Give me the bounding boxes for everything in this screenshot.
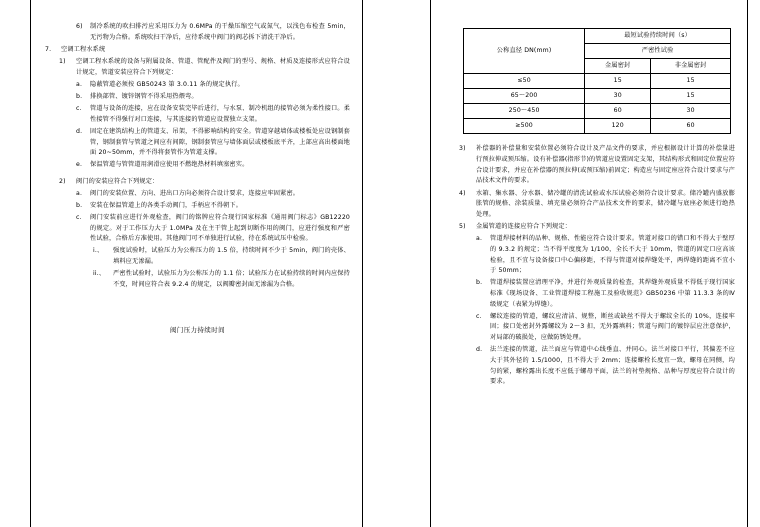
list-text: 保温管道与管管道用润滑应使用不燃绝热材料填塞密实。 [90,161,249,169]
list-item [476,234,735,277]
list-marker: 3) [459,145,466,153]
list-text: 阀门安装前应进行外观检查，阀门的铭牌应符合现行国家标准《通用阀门标志》GB12220 的规定。对于工作压力大于 1.0MPa 及在主干管上起到切断作用的阀门，应进行强度和严密性试验，合格后方准使用。其他阀门可不单独进行试验，待在系统试压中检验。 [90,214,350,243]
list-text: 管道焊接材料的品种、规格、性能应符合设计要求。管道对接口的错口和不得大于壁厚的 9.3.2 的规定；当不得平度度为 1/100，全长不大于 10mm，管道的固定口应高该检验，且不宜与设备接口中心偏移距，不得与管道对接焊缝处平，两焊缝的距离不宜小于 50mm； [490,235,735,275]
table-cell-dn: ≤50 [464,74,585,89]
list-item [59,57,350,78]
list-item [476,312,735,344]
list-text: 空调工程水系统 [61,45,106,53]
list-item [476,278,735,310]
list-text: 管道焊接装置应清理平净，并进行外观质量的检查，其焊缝外观质量不得低于现行国家标准《现场设备、工业管道焊接工程施工及验收规范》GB50236 中第 11.3.3 条的Ⅳ级规定（表紧为焊缝）。 [490,279,735,308]
table-row [464,119,731,134]
list-text: 制冷系统的吹扫排污应采用压力为 0.6MPa 的干燥压缩空气或氮气，以浅色布检查 5min，无污物为合格。系统吹扫干净后，应待系统中阀门的阀芯拆下清洗干净后。 [90,23,350,41]
list-marker: 2) [59,177,66,185]
list-text: 固定在建筑结构上的管道支、吊架，不得影响结构的安全。管道穿越墙体或楼板处应设钢制套管，钢制套管与管道之间应有间隙，钢制套管应与墙体面层或楼板底平齐，上部应高出楼面地面 20~50mm，并不得将套管作为管道支撑。 [90,127,350,157]
list-text: 隐蔽管道必须按 GB50243 第 3.0.11 条的规定执行。 [90,80,244,88]
list-marker: 7. [45,45,52,53]
list-marker: a. [76,189,83,197]
list-marker: 5) [459,223,466,231]
table-row [464,104,731,119]
right-column-content [445,28,735,388]
list-item [93,269,350,290]
left-column-content [45,22,350,336]
list-item [76,127,350,159]
table-cell-metal: 60 [585,104,651,119]
list-item [45,45,350,56]
table-cell-dn: 65～200 [464,89,585,104]
list-text: 阀门的安装位置、方向、进出口方向必须符合设计要求，连接应牢固紧密。 [90,189,300,197]
list-text: 螺纹连接的管道，螺纹应清洁、规整，断丝或缺丝不得大于螺纹全长的 10%，连接牢固；接口处密封外露螺纹为 2～3 扣，无外露填料；管道与阀门的镀锌层应注意保护，对局部的破损处，应做防锈处理。 [490,312,735,342]
valve-pressure-table [463,28,731,134]
right-column [430,0,748,527]
table-header-cell-tightness: 严密性试验 [585,44,731,59]
list-text: 补偿器的补偿量和安装位置必须符合设计及产品文件的要求，并应根据设计计算的补偿量进行预拉伸或预压缩。设有补偿器(指形节)的管道应设置固定支架，其结构形式和固定位置应符合设计要求，并应在补偿器的预拉伸(或预压缩)前固定；构造应与固定座应符合设计要求与产品技术文件的要求。 [476,145,735,185]
list-text: 金属管道的连接应符合下列规定： [476,223,572,231]
list-text: 水箱、集水器、分水器、储冷罐的清洗试验或水压试验必须符合设计要求。储冷罐内盛放膨胀管的规格、涂装质量、填充量必须符合产品技术文件的要求，储冷罐与底座必须进行绝热处理。 [476,189,735,218]
list-item [59,177,350,188]
list-marker: d. [76,127,83,135]
table-header-cell-nonmetal-seal: 非金属密封 [651,59,731,74]
list-text: 空调工程水系统的设备与附属设备、管道、管配件及阀门的型号、规格、材质及连接形式应符合设计规定，管道安装应符合下列规定： [76,57,350,76]
list-item [76,92,350,103]
list-marker: 1) [59,57,66,65]
list-marker: c. [76,214,82,221]
list-text: 管道与设备的连接，应在设备安装完毕后进行，与水泵、制冷机组的接管必须为柔性接口。柔性接管不得强行对口连接，与其连接的管道应设置独立支架。 [90,105,350,123]
list-item [76,104,350,125]
table-cell-dn: 250～450 [464,104,585,119]
table-row [464,74,731,89]
table-header-cell-metal-seal: 金属密封 [585,59,651,74]
table-cell-dn: ≥500 [464,119,585,134]
list-marker: c. [76,105,82,113]
list-marker: a. [476,235,483,243]
list-marker: 6) [76,23,83,30]
list-item [93,246,350,267]
list-text: 严密性试验时，试验压力为公称压力的 1.1 倍；试验压力在试验持续的时间内应保持不变，时间应符合表 9.2.4 的规定，以阀瓣密封面无渗漏为合格。 [113,270,350,288]
list-marker: c. [476,312,482,320]
table-row [464,29,731,44]
list-item [459,222,735,233]
list-item [76,160,350,171]
list-item [76,201,350,212]
table-cell-metal: 120 [585,119,651,134]
list-marker: a. [76,80,83,88]
list-marker: d. [476,346,483,354]
table-row [464,89,731,104]
left-column [30,0,363,527]
list-text: 强度试验时，试验压力为公称压力的 1.5 倍，持续时间不少于 5min，阀门的壳体、填料应无渗漏。 [113,247,350,266]
table-cell-nonmetal: 60 [651,119,731,134]
table-cell-metal: 30 [585,89,651,104]
list-marker: b. [476,279,483,287]
table-cell-metal: 15 [585,74,651,89]
list-text: 阀门的安装应符合下列规定： [76,177,159,185]
list-item [459,189,735,221]
list-marker: b. [76,92,83,100]
table-caption: 阀门压力持续时间 [169,325,226,334]
list-item [76,80,350,91]
table-header-cell-duration: 最短试验持续时间（s） [585,29,731,44]
list-item [76,22,350,43]
list-marker: 4) [459,189,466,197]
list-item [459,144,735,187]
table-cell-nonmetal: 30 [651,104,731,119]
table-header-cell-nominal-diameter: 公称直径 DN(mm) [464,29,585,74]
list-item [76,189,350,200]
list-marker: b. [76,201,83,209]
list-text: 排换部管、镀锌钢管不得采用热煨弯。 [90,92,198,100]
list-marker: e. [76,161,83,169]
list-text: 安装在保温管道上的各类手动阀门，手柄应不得朝下。 [90,201,243,209]
list-marker: i.、 [93,247,104,255]
table-cell-nonmetal: 15 [651,89,731,104]
table-cell-nonmetal: 15 [651,74,731,89]
list-text: 法兰连接的管道，法兰面应与管道中心线垂直、并同心。法兰对接口平行，其偏差不应大于其外径的 1.5/1000，且不得大于 2mm；连接螺栓长度宜一致，螺母在同侧，均匀的紧，螺栓露出长度不应低于螺母平面，法兰的衬垫规格、品种与厚度应符合设计的要求。 [490,346,735,386]
list-marker: ii.、 [93,270,106,278]
list-item [76,213,350,245]
list-item [476,345,735,388]
spec-table-wrapper [463,28,735,134]
